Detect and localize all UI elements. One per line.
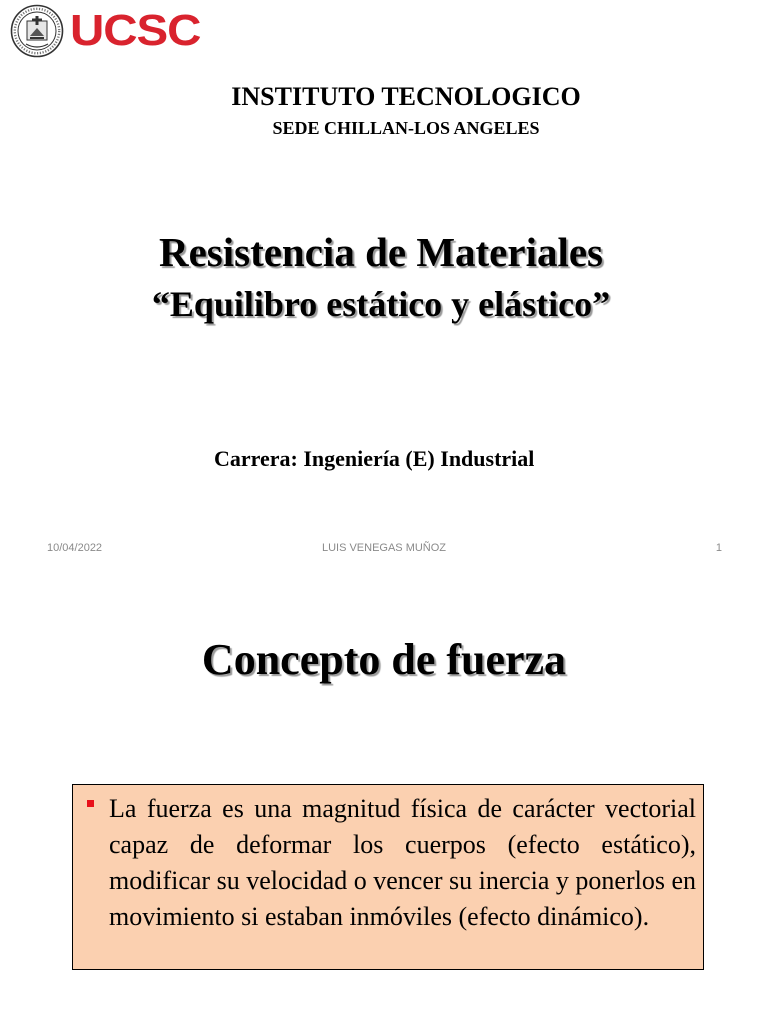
campus-name: SEDE CHILLAN-LOS ANGELES [272,118,540,138]
institute-name: INSTITUTO TECNOLOGICO [231,82,581,111]
concept-title: Concepto de fuerza [201,635,567,684]
footer-page-number: 1 [715,542,722,554]
course-subtitle: “Equilibro estático y elástico” [151,284,611,324]
ucsc-logo [10,2,201,60]
bullet-square-icon [87,800,94,807]
definition-box [72,784,704,970]
footer-author: LUIS VENEGAS MUÑOZ [321,542,447,554]
career-label: Carrera: Ingeniería (E) Industrial [214,446,535,471]
university-seal-icon [10,4,64,58]
definition-text: La fuerza es una magnitud física de carácter vectorial capaz de deformar los cuerpos (efecto estático), modificar su velocidad o vencer su inercia y ponerlos en movimiento si estaban inmóviles (efecto dinámico). [109,794,696,931]
course-title: Resistencia de Materiales [158,229,604,275]
slide-2 [0,576,768,1024]
ucsc-brand: UCSC [70,6,201,55]
footer-date: 10/04/2022 [47,542,103,554]
